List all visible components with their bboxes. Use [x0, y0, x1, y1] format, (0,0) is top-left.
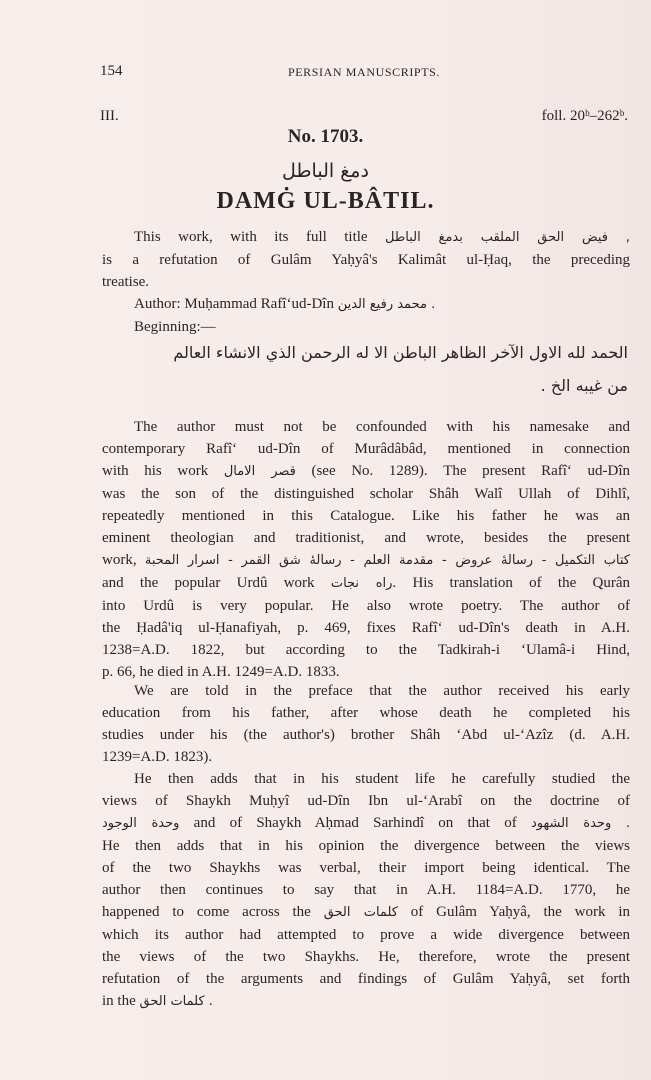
- text-line: the views of the two Shaykhs. He, therefore, wrote the present: [102, 949, 630, 965]
- text-line: p. 66, he died in A.H. 1249=A.D. 1833.: [102, 664, 340, 680]
- text-line: eminent theologian and traditionist, and wrote, besides the present: [102, 530, 630, 546]
- text-line: is a refutation of Gulâm Yaḥyâ's Kalimât ul-Ḥaq, the preceding: [102, 252, 630, 268]
- entry-number: III.: [100, 108, 119, 124]
- text-line: refutation of the arguments and findings of Gulâm Yaḥyâ, set forth: [102, 971, 630, 987]
- text-line: views of Shaykh Muḥyî ud-Dîn Ibn ul-‘Arabî on the doctrine of: [102, 793, 630, 809]
- running-header: [100, 63, 628, 83]
- text-line: work, كتاب التكميل - رسالهٔ عروض - مقدمة العلم - رسالهٔ شق القمر - اسرار المحبة: [102, 552, 630, 568]
- text-line: He then adds that in his student life he carefully studied the: [134, 771, 630, 787]
- text-line: We are told in the preface that the author received his early: [134, 683, 630, 699]
- arabic-incipit-line-2: من غيبه الخ .: [540, 376, 628, 395]
- text-line: was the son of the distinguished scholar Shâh Walî Ullah of Dihlî,: [102, 486, 630, 502]
- text-line: into Urdû is very popular. He also wrote poetry. The author of: [102, 598, 630, 614]
- text-line: the Ḥadâ'iq ul-Ḥanafiyah, p. 469, fixes Rafî‘ ud-Dîn's death in A.H.: [102, 620, 630, 636]
- text-line: and the popular Urdû work راه نجات. His translation of the Qurân: [102, 575, 631, 591]
- text-line: The author must not be confounded with his namesake and: [134, 419, 630, 435]
- text-line: happened to come across the كلمات الحق of Gulâm Yaḥyâ, the work in: [102, 904, 631, 920]
- text-line: of the two Shaykhs was verbal, their import being identical. The: [102, 860, 630, 876]
- intro-paragraph: [102, 226, 630, 338]
- text-line: 1239=A.D. 1823).: [102, 749, 213, 765]
- text-line: He then adds that in his opinion the divergence between the views: [102, 838, 630, 854]
- page-number: 154: [100, 63, 123, 79]
- beginning-label: Beginning:—: [134, 319, 216, 335]
- folio-range: foll. 20ᵇ–262ᵇ.: [541, 108, 628, 124]
- arabic-title: دمغ الباطل: [282, 160, 369, 182]
- text-line: which its author had attempted to prove a wide divergence between: [102, 927, 630, 943]
- text-line: This work, with its full title فيض الحق الملقب بدمغ الباطل ,: [134, 229, 630, 245]
- running-title: PERSIAN MANUSCRIPTS.: [287, 65, 441, 79]
- text-line: contemporary Rafî‘ ud-Dîn of Murâdâbâd, mentioned in connection: [102, 441, 630, 457]
- text-line: in the كلمات الحق .: [102, 993, 213, 1009]
- text-line: treatise.: [102, 274, 150, 290]
- text-line: 1238=A.D. 1822, but according to the Tadkirah-i ‘Ulamâ-i Hind,: [102, 642, 630, 658]
- text-line: repeatedly mentioned in this Catalogue. Like his father he was an: [102, 508, 630, 524]
- text-line: وحدة الوجود and of Shaykh Aḥmad Sarhindî on that of وحدة الشهود .: [102, 815, 630, 831]
- paragraph-preface: [102, 680, 630, 768]
- text-line: with his work قصر الامال (see No. 1289). The present Rafî‘ ud-Dîn: [102, 463, 631, 479]
- text-line: author then continues to say that in A.H. 1184=A.D. 1770, he: [102, 882, 630, 898]
- catalogue-number: No. 1703.: [287, 126, 364, 147]
- paragraph-shaykhs: [102, 768, 630, 1013]
- text-line: studies under his (the author's) brother Shâh ‘Abd ul-‘Azîz (d. A.H.: [102, 727, 630, 743]
- paragraph-author: [102, 416, 630, 683]
- text-line: education from his father, after whose death he completed his: [102, 705, 630, 721]
- work-title: DAMĠ UL-BÂTIL.: [216, 188, 435, 214]
- author-line: Author: Muḥammad Rafî‘ud-Dîn محمد رفيع الدين .: [134, 296, 436, 312]
- arabic-incipit-line-1: الحمد لله الاول الآخر الظاهر الباطن الا له الرحمن الذي الانشاء العالم: [173, 343, 628, 362]
